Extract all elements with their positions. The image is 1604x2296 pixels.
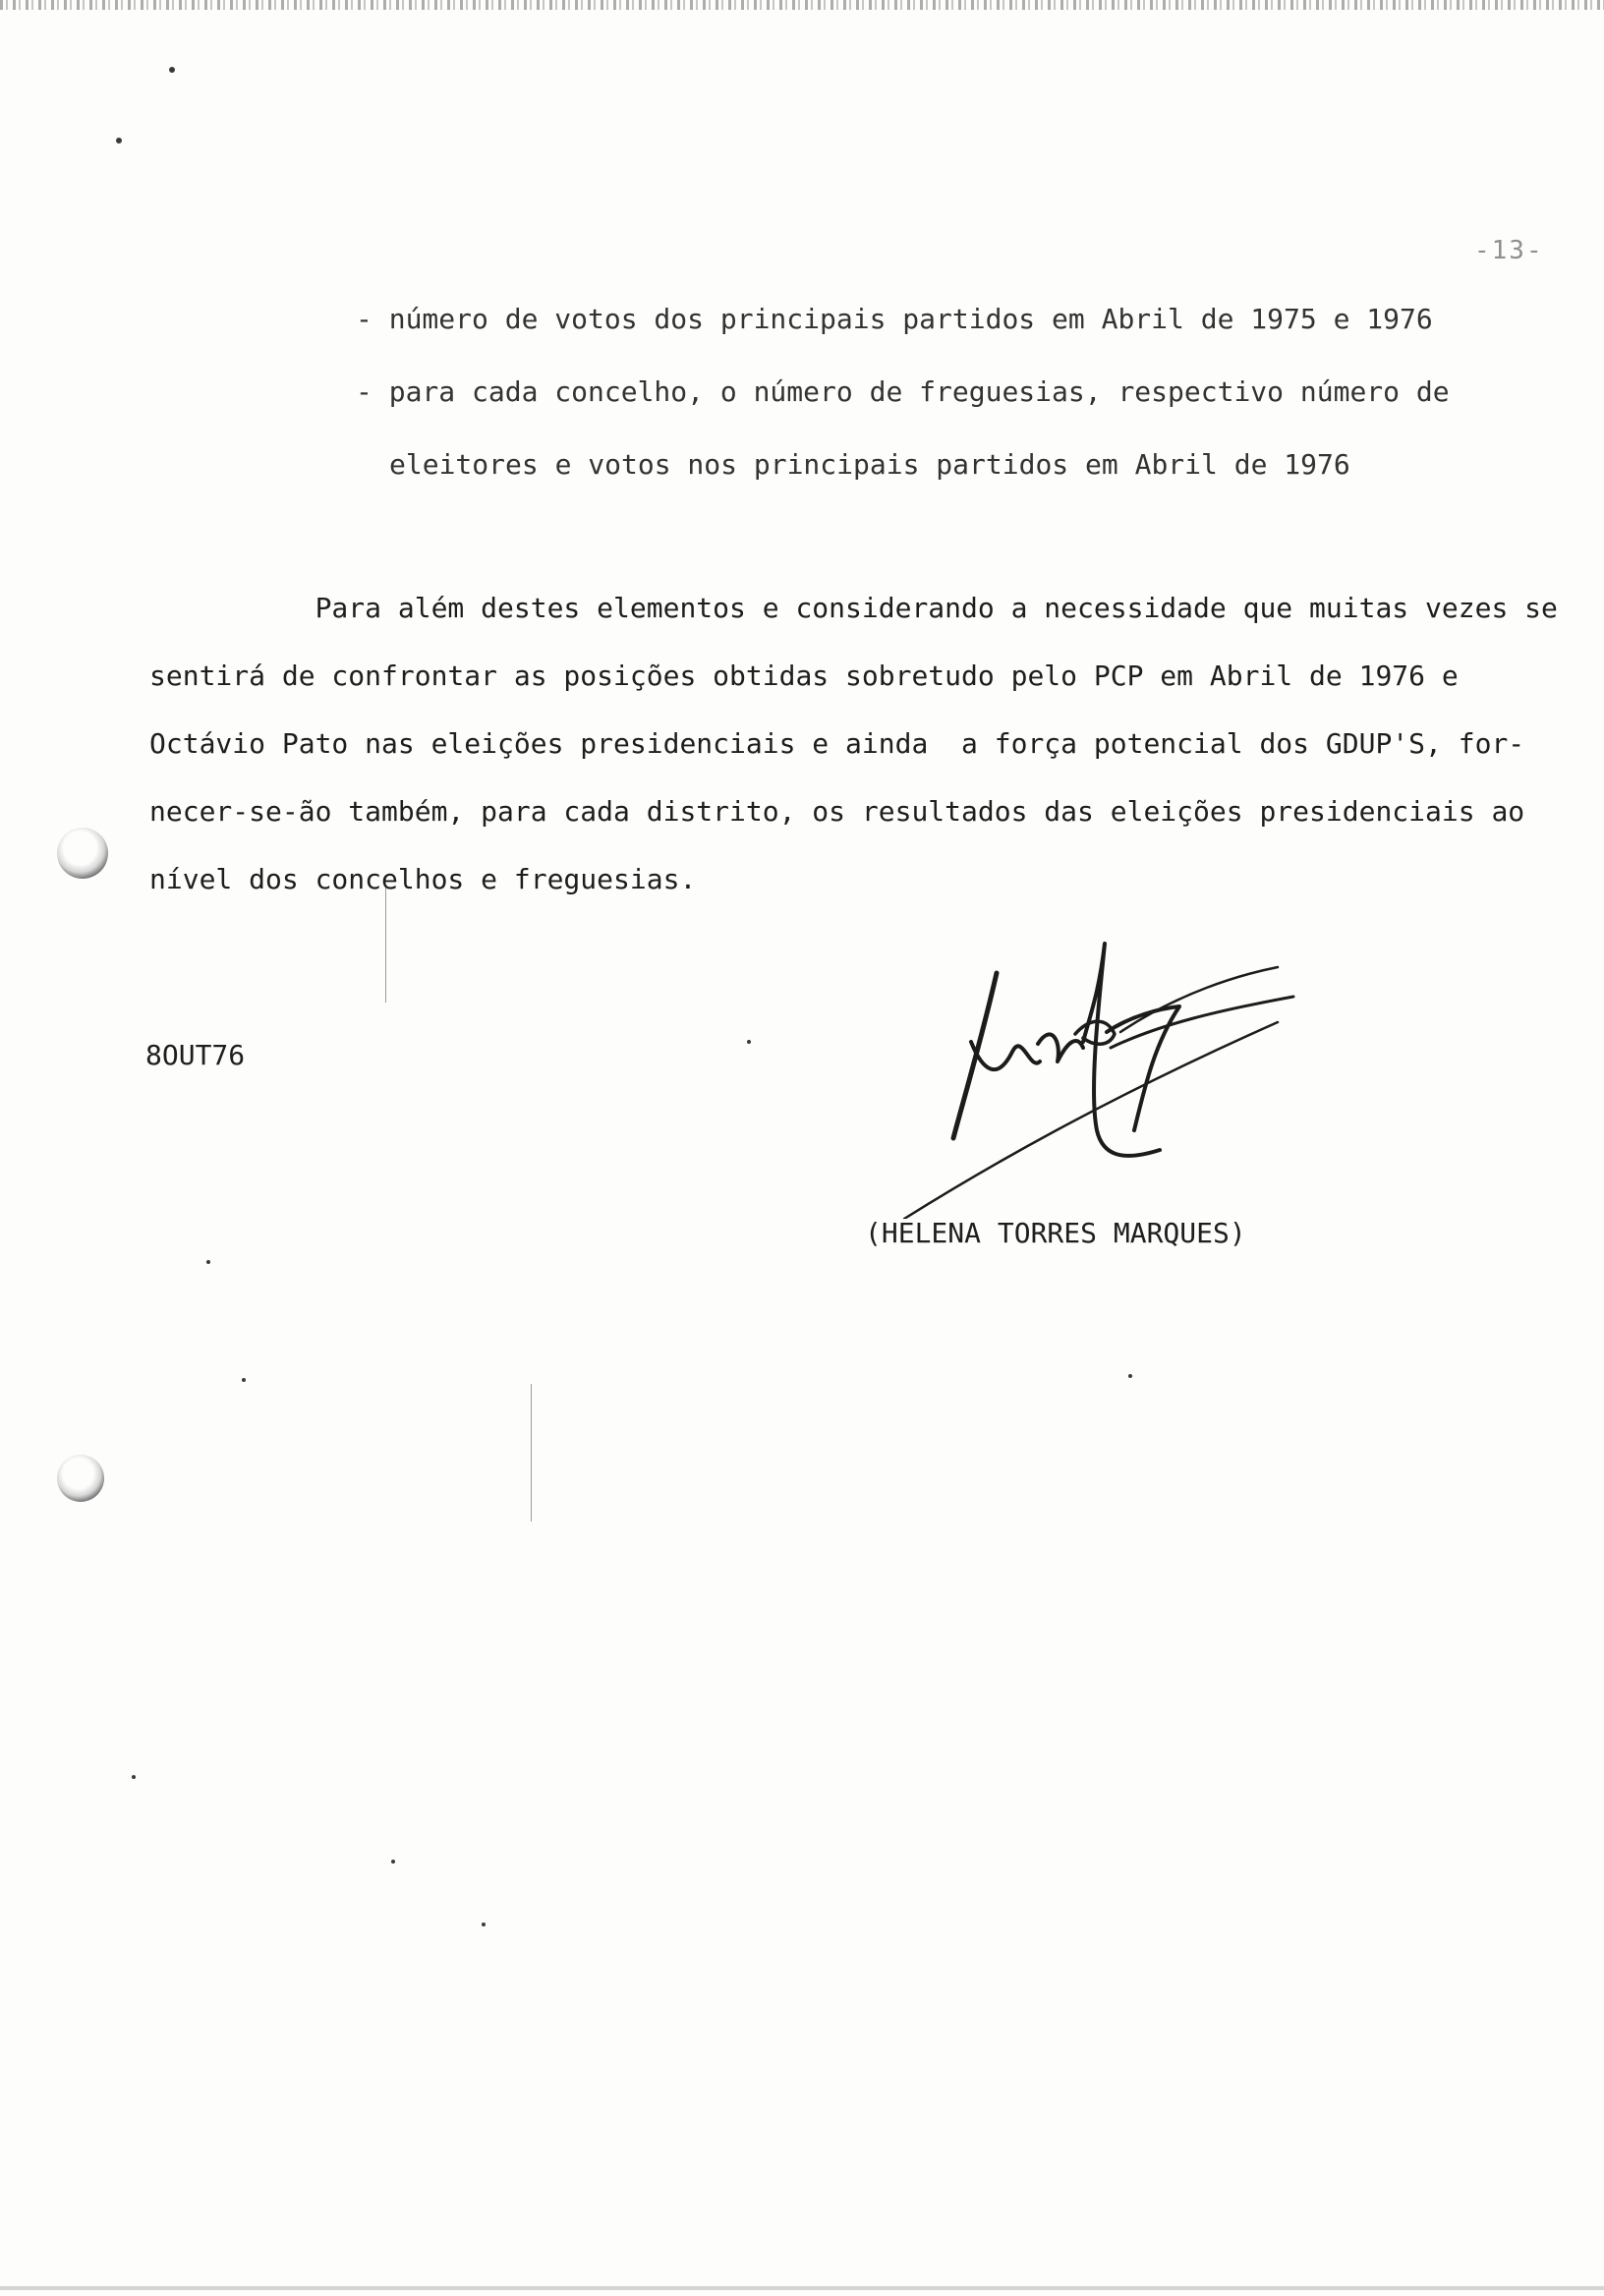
punch-hole-bottom	[57, 1455, 104, 1502]
scan-bottom-edge	[0, 2286, 1604, 2290]
bullet-item-continuation: eleitores e votos nos principais partidos em Abril de 1976	[389, 448, 1350, 481]
scan-speck	[116, 138, 122, 144]
scan-speck	[169, 67, 175, 73]
bullet-list	[356, 283, 1476, 501]
paragraph-line: Para além destes elementos e considerando a necessidade que muitas vezes se	[149, 592, 1558, 624]
scan-line	[531, 1384, 532, 1521]
paragraph-line: Octávio Pato nas eleições presidenciais e ainda a força potencial dos GDUP'S, for-	[149, 727, 1525, 760]
scan-speck	[482, 1923, 486, 1926]
handwritten-signature	[865, 924, 1337, 1219]
scan-speck	[391, 1860, 395, 1864]
body-paragraph	[149, 574, 1558, 913]
scan-speck	[206, 1260, 210, 1264]
punch-hole-top	[57, 828, 108, 879]
scan-top-edge	[0, 0, 1604, 10]
scan-speck	[747, 1040, 751, 1044]
bullet-item: - para cada concelho, o número de freguesias, respectivo número de	[356, 375, 1450, 408]
signatory-name: (HELENA TORRES MARQUES)	[865, 1217, 1246, 1249]
paragraph-line: necer-se-ão também, para cada distrito, os resultados das eleições presidenciais ao	[149, 795, 1525, 828]
scan-speck	[1128, 1374, 1132, 1378]
document-date: 8OUT76	[145, 1039, 246, 1071]
scan-speck	[132, 1775, 136, 1779]
scan-speck	[242, 1378, 246, 1382]
paragraph-line: nível dos concelhos e freguesias.	[149, 863, 697, 895]
paragraph-line: sentirá de confrontar as posições obtidas sobretudo pelo PCP em Abril de 1976 e	[149, 660, 1459, 692]
page-number: -13-	[1474, 236, 1544, 265]
bullet-item: - número de votos dos principais partidos em Abril de 1975 e 1976	[356, 303, 1433, 335]
